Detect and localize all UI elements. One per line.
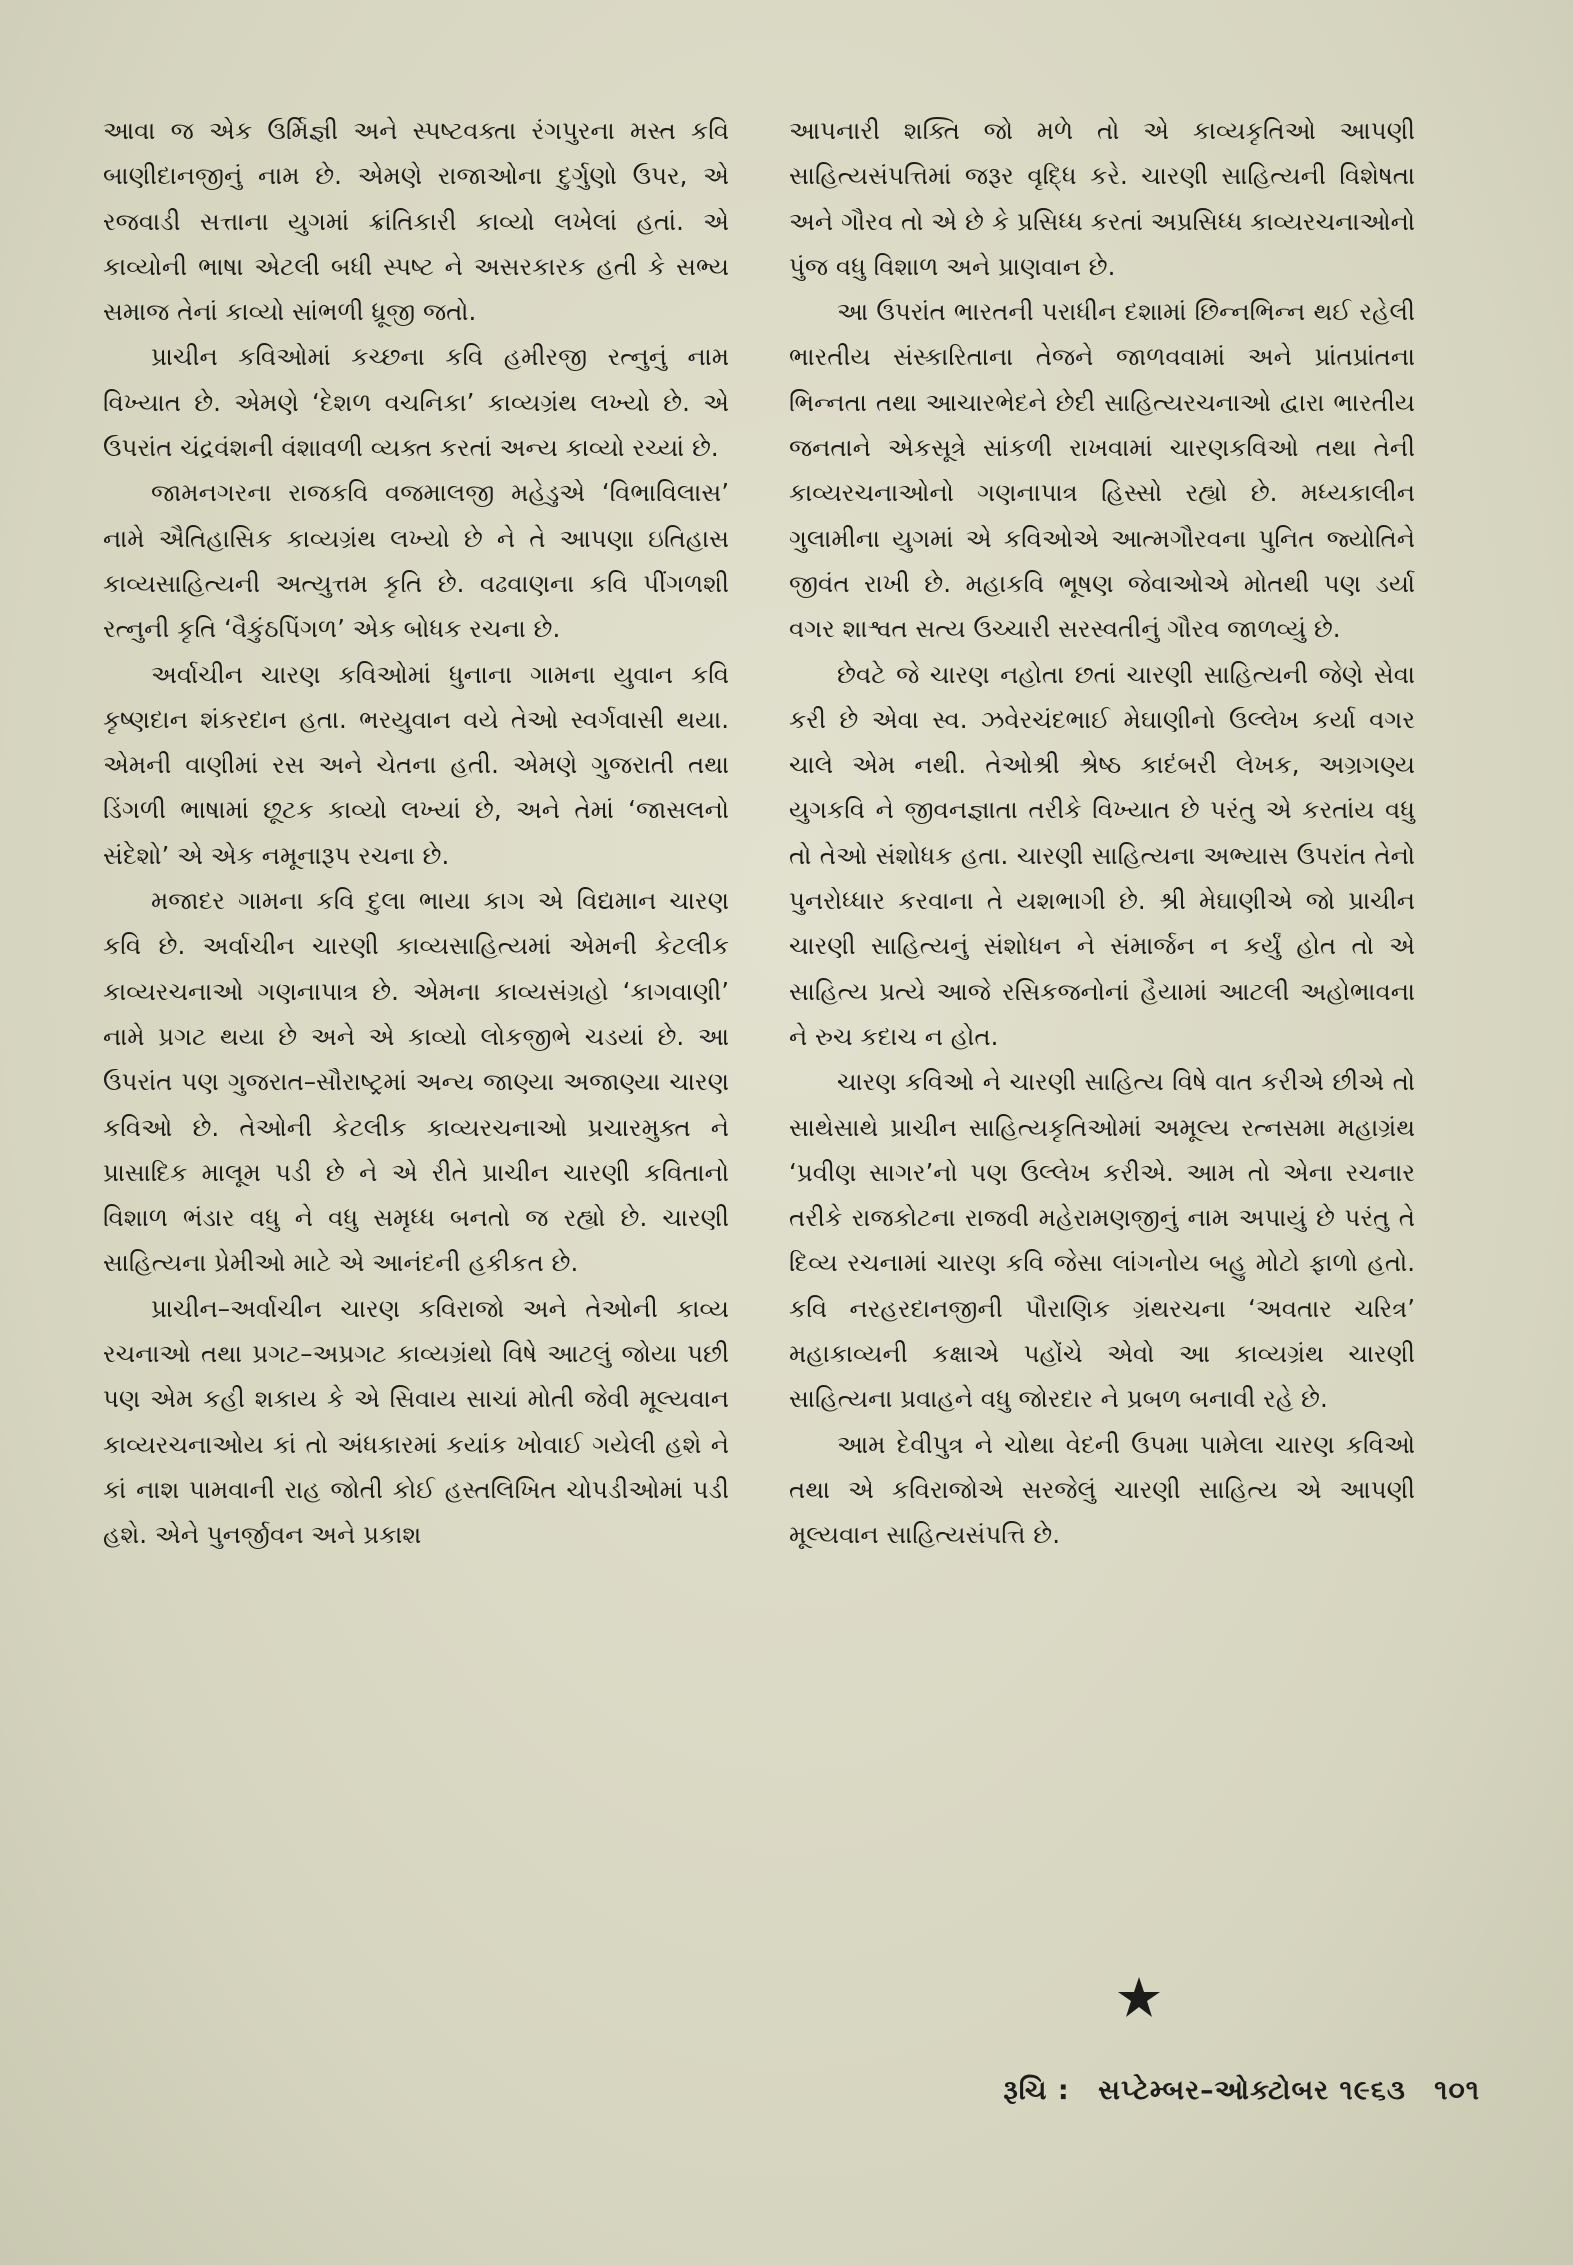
paragraph: આ ઉપરાંત ભારતની પરાધીન દશામાં છિન્નભિન્ન થઈ રહેલી ભારતીય સંસ્કારિતાના તેજને જાળવવામાં અને પ્રાંતપ્રાંતના ભિન્નતા તથા આચારભેદને છેદી સાહિત્યરચનાઓ દ્વારા ભારતીય જનતાને એકસૂત્રે સાંકળી રાખવામાં ચારણકવિઓ તથા તેની કાવ્યરચનાઓનો ગણનાપાત્ર હિસ્સો રહ્યો છે. મધ્યકાલીન ગુલામીના યુગમાં એ કવિઓએ આત્મગૌરવના પુનિત જ્યોતિને જીવંત રાખી છે. મહાકવિ ભૂષણ જેવાઓએ મોતથી પણ ડર્યા વગર શાશ્વત સત્ય ઉચ્ચારી સરસ્વતીનું ગૌરવ જાળવ્યું છે. [789, 297, 1415, 644]
paragraph: આવા જ એક ઉર્મિજ્ઞી અને સ્પષ્ટવક્તા રંગપુરના મસ્ત કવિ બાણીદાનજીનું નામ છે. એમણે રાજાઓના દુર્ગુણો ઉપર, એ રજવાડી સત્તાના યુગમાં ક્રાંતિકારી કાવ્યો લખેલાં હતાં. એ કાવ્યોની ભાષા એટલી બધી સ્પષ્ટ ને અસરકારક હતી કે સભ્ય સમાજ તેનાં કાવ્યો સાંભળી ધ્રૂજી જતો. [103, 116, 729, 327]
paragraph: મજાદર ગામના કવિ દુલા ભાયા કાગ એ વિદ્યમાન ચારણ કવિ છે. અર્વાચીન ચારણી કાવ્યસાહિત્યમાં એમની કેટલીક કાવ્યરચનાઓ ગણનાપાત્ર છે. એમના કાવ્યસંગ્રહો ‘કાગવાણી’ નામે પ્રગટ થયા છે અને એ કાવ્યો લોકજીભે ચડયાં છે. આ ઉપરાંત પણ ગુજરાત–સૌરાષ્ટ્રમાં અન્ય જાણ્યા અજાણ્યા ચારણ કવિઓ છે. તેઓની કેટલીક કાવ્યરચનાઓ પ્રચારમુક્ત ને પ્રાસાદિક માલૂમ પડી છે ને એ રીતે પ્રાચીન ચારણી કવિતાનો વિશાળ ભંડાર વધુ ને વધુ સમૃધ્ધ બનતો જ રહ્યો છે. ચારણી સાહિત્યના પ્રેમીઓ માટે એ આનંદની હકીકત છે. [103, 886, 729, 1278]
star-icon [1117, 1975, 1161, 2019]
paragraph: છેવટે જે ચારણ નહોતા છતાં ચારણી સાહિત્યની જેણે સેવા કરી છે એવા સ્વ. ઝવેરચંદભાઈ મેઘાણીનો ઉલ્લેખ કર્યા વગર ચાલે એમ નથી. તેઓશ્રી શ્રેષ્ઠ કાદંબરી લેખક, અગ્રગણ્ય યુગકવિ ને જીવનજ્ઞાતા તરીકે વિખ્યાત છે પરંતુ એ કરતાંય વધુ તો તેઓ સંશોધક હતા. ચારણી સાહિત્યના અભ્યાસ ઉપરાંત તેનો પુનરોધ્ધાર કરવાના તે યશભાગી છે. શ્રી મેઘાણીએ જો પ્રાચીન ચારણી સાહિત્યનું સંશોધન ને સંમાર્જન ન કર્યું હોત તો એ સાહિત્ય પ્રત્યે આજે રસિકજનોનાં હૈયામાં આટલી અહોભાવના ને રુચ કદાચ ન હોત. [789, 659, 1415, 1051]
paragraph: અર્વાચીન ચારણ કવિઓમાં ધુનાના ગામના યુવાન કવિ કૃષ્ણદાન શંકરદાન હતા. ભરયુવાન વયે તેઓ સ્વર્ગવાસી થયા. એમની વાણીમાં રસ અને ચેતના હતી. એમણે ગુજરાતી તથા ડિંગળી ભાષામાં છૂટક કાવ્યો લખ્યાં છે, અને તેમાં ‘જાસલનો સંદેશો’ એ એક નમૂનારૂપ રચના છે. [103, 659, 729, 870]
paragraph: આપનારી શક્તિ જો મળે તો એ કાવ્યકૃતિઓ આપણી સાહિત્યસંપત્તિમાં જરૂર વૃદ્ધિ કરે. ચારણી સાહિત્યની વિશેષતા અને ગૌરવ તો એ છે કે પ્રસિધ્ધ કરતાં અપ્રસિધ્ધ કાવ્યરચનાઓનો પુંજ વધુ વિશાળ અને પ્રાણવાન છે. [789, 116, 1415, 281]
paragraph: આમ દેવીપુત્ર ને ચોથા વેદની ઉપમા પામેલા ચારણ કવિઓ તથા એ કવિરાજોએ સરજેલું ચારણી સાહિત્ય એ આપણી મૂલ્યવાન સાહિત્યસંપત્તિ છે. [789, 1429, 1415, 1550]
page-footer [880, 2075, 1480, 2107]
left-column [103, 108, 729, 1558]
right-column [789, 108, 1415, 1558]
paragraph: જામનગરના રાજકવિ વજમાલજી મહેડુએ ‘વિભાવિલાસ’ નામે ઐતિહાસિક કાવ્યગ્રંથ લખ્યો છે ને તે આપણા ઇતિહાસ કાવ્યસાહિત્યની અત્યુત્તમ કૃતિ છે. વઢવાણના કવિ પીંગળશી રત્નુની કૃતિ ‘વૈકુંઠપિંગળ’ એક બોધક રચના છે. [103, 478, 729, 644]
magazine-name: રૂચિ : [1003, 2075, 1070, 2106]
page-number: ૧૦૧ [1434, 2075, 1480, 2106]
issue-date: સપ્ટેમ્બર–ઓક્ટોબર ૧૯૬૩ [1098, 2075, 1406, 2106]
paragraph: પ્રાચીન–અર્વાચીન ચારણ કવિરાજો અને તેઓની કાવ્ય રચનાઓ તથા પ્રગટ–અપ્રગટ કાવ્યગ્રંથો વિષે આટલું જોયા પછી પણ એમ કહી શકાય કે એ સિવાય સાચાં મોતી જેવી મૂલ્યવાન કાવ્યરચનાઓય કાં તો અંધકારમાં કયાંક ખોવાઈ ગયેલી હશે ને કાં નાશ પામવાની રાહ જોતી કોઈ હસ્તલિખિત ચોપડીઓમાં પડી હશે. એને પુનર્જીવન અને પ્રકાશ [103, 1293, 729, 1550]
paragraph: ચારણ કવિઓ ને ચારણી સાહિત્ય વિષે વાત કરીએ છીએ તો સાથેસાથે પ્રાચીન સાહિત્યકૃતિઓમાં અમૂલ્ય રત્નસમા મહાગ્રંથ ‘પ્રવીણ સાગર’નો પણ ઉલ્લેખ કરીએ. આમ તો એના રચનાર તરીકે રાજકોટના રાજવી મહેરામણજીનું નામ અપાયું છે પરંતુ તે દિવ્ય રચનામાં ચારણ કવિ જેસા લાંગનોય બહુ મોટો ફાળો હતો. કવિ નરહરદાનજીની પૌરાણિક ગ્રંથરચના ‘અવતાર ચરિત્ર’ મહાકાવ્યની કક્ષાએ પહોંચે એવો આ કાવ્યગ્રંથ ચારણી સાહિત્યના પ્રવાહને વધુ જોરદાર ને પ્રબળ બનાવી રહે છે. [789, 1067, 1415, 1414]
paragraph: પ્રાચીન કવિઓમાં કચ્છના કવિ હમીરજી રત્નુનું નામ વિખ્યાત છે. એમણે ‘દેશળ વચનિકા’ કાવ્યગ્રંથ લખ્યો છે. એ ઉપરાંત ચંદ્રવંશની વંશાવળી વ્યક્ત કરતાં અન્ય કાવ્યો રચ્યાં છે. [103, 342, 729, 463]
